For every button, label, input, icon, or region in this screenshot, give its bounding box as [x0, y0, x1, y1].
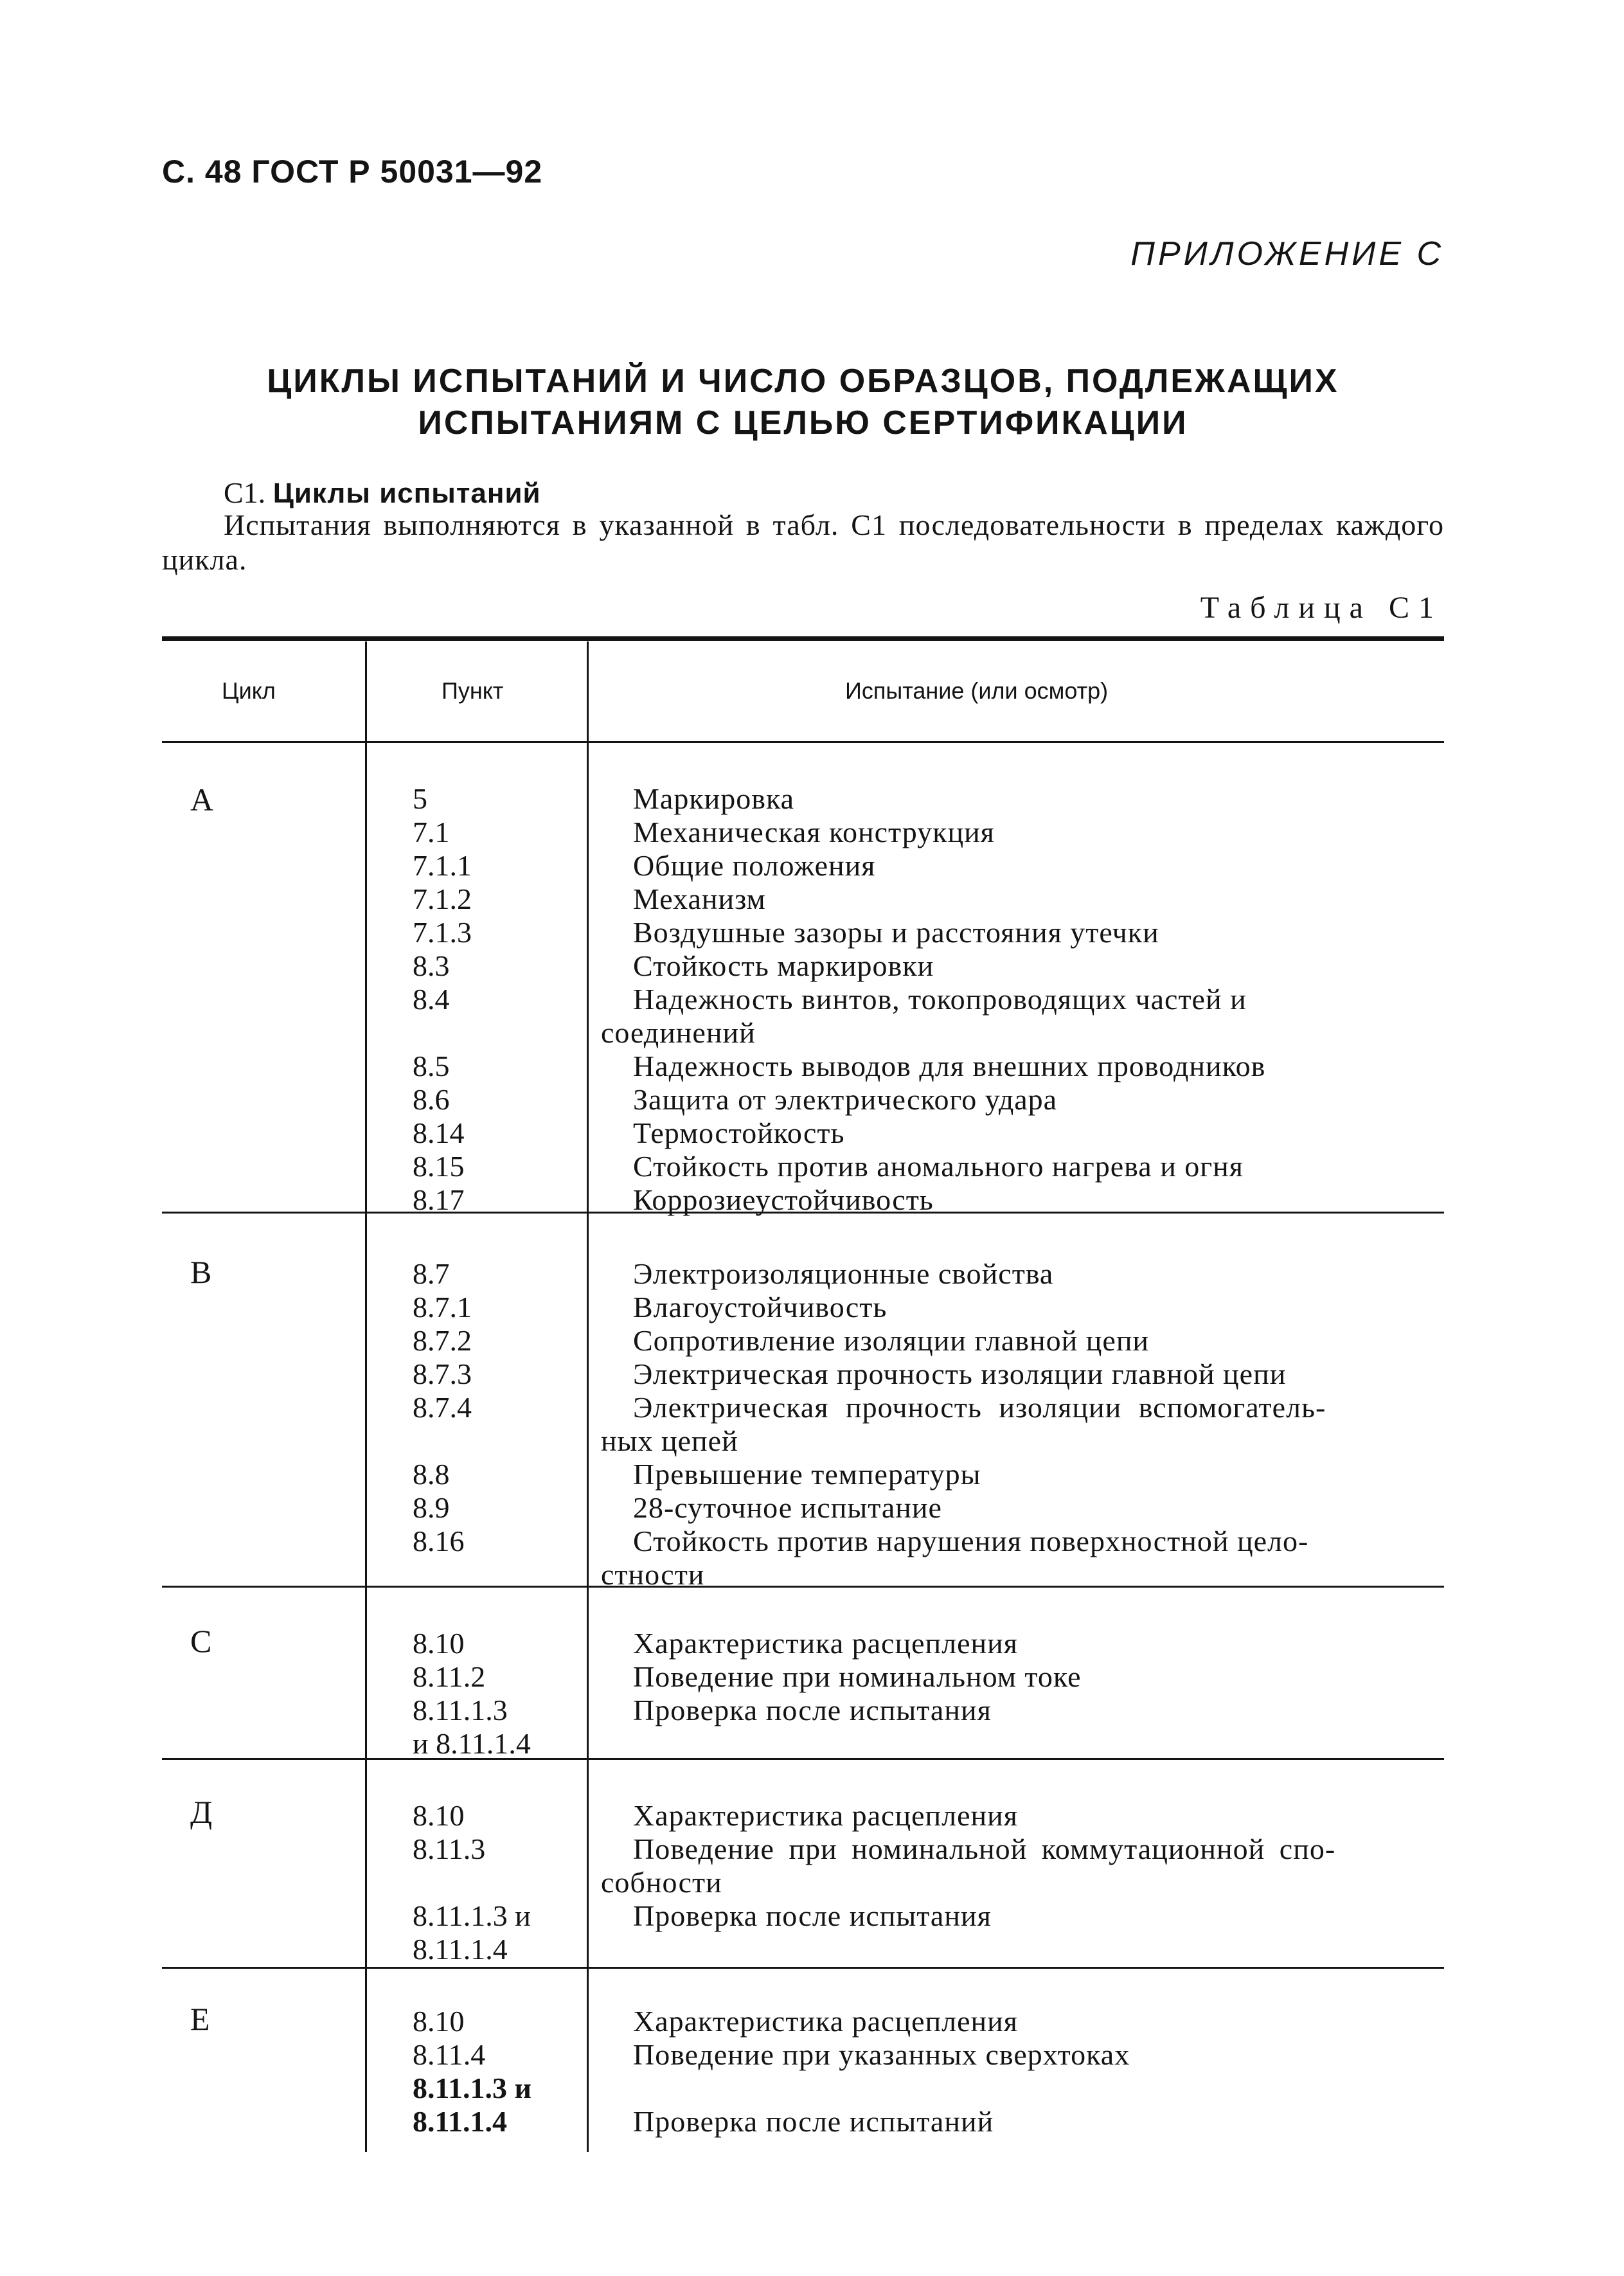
test-cell: Маркировка [633, 782, 795, 815]
clause-cell: 8.5 [413, 1050, 450, 1082]
document-title-line-2: ИСПЫТАНИЯМ С ЦЕЛЬЮ СЕРТИФИКАЦИИ [418, 404, 1188, 442]
clause-cell: 8.7 [413, 1257, 450, 1290]
cycle-label: Д [190, 1794, 213, 1830]
test-cell-continuation: собности [601, 1866, 722, 1899]
test-cell: Стойкость маркировки [633, 949, 934, 982]
test-cell: Стойкость против аномального нагрева и огня [633, 1150, 1244, 1183]
clause-cell: 5 [413, 782, 427, 815]
clause-cell: 8.7.3 [413, 1358, 472, 1390]
test-cell: Воздушные зазоры и расстояния утечки [633, 916, 1159, 949]
test-cell: Надежность винтов, токопроводящих частей и [633, 983, 1247, 1016]
test-cell: Проверка после испытания [633, 1694, 992, 1726]
cycle-label: В [190, 1254, 212, 1290]
test-cell-continuation: ных цепей [601, 1424, 738, 1457]
table-divider-2 [587, 641, 589, 2152]
clause-cell: 8.10 [413, 1627, 465, 1660]
test-cell-continuation: стности [601, 1558, 705, 1591]
clause-cell: 8.11.4 [413, 2038, 486, 2071]
clause-cell: 7.1.2 [413, 883, 472, 915]
test-cell: Поведение при номинальной коммутационной спо- [633, 1832, 1336, 1865]
test-cell: Электрическая прочность изоляции вспомогатель- [633, 1391, 1326, 1424]
test-cell: Надежность выводов для внешних проводников [633, 1050, 1266, 1082]
page-header: С. 48 ГОСТ Р 50031—92 [162, 154, 543, 190]
appendix-label: ПРИЛОЖЕНИЕ С [1130, 235, 1444, 273]
test-cell: Сопротивление изоляции главной цепи [633, 1324, 1150, 1357]
test-cell: Электроизоляционные свойства [633, 1257, 1054, 1290]
table-top-rule [162, 636, 1444, 641]
clause-cell: 7.1.1 [413, 849, 472, 882]
clause-cell: 8.11.2 [413, 1660, 486, 1693]
test-cell: Характеристика расцепления [633, 1799, 1018, 1832]
test-cell: Общие положения [633, 849, 876, 882]
table-header-rule [162, 741, 1444, 743]
test-cell: Коррозиеустойчивость [633, 1183, 934, 1216]
clause-cell: 8.11.3 [413, 1832, 486, 1865]
table-label: Таблица С1 [1200, 591, 1443, 625]
test-cell: Проверка после испытаний [633, 2105, 994, 2138]
group-divider [162, 1967, 1444, 1969]
clause-cell: 8.15 [413, 1150, 465, 1183]
test-cell: 28-суточное испытание [633, 1491, 942, 1524]
clause-cell: 8.16 [413, 1525, 465, 1557]
test-cell: Механизм [633, 883, 766, 915]
clause-cell: 8.11.1.3 и [413, 2072, 531, 2104]
test-cell: Защита от электрического удара [633, 1083, 1058, 1116]
clause-cell: 8.11.1.4 [413, 2105, 507, 2138]
group-divider [162, 1586, 1444, 1588]
test-cell: Поведение при указанных сверхтоках [633, 2038, 1130, 2071]
header-cycle: Цикл [222, 677, 276, 704]
clause-cell: 8.7.2 [413, 1324, 472, 1357]
header-clause: Пункт [442, 677, 504, 704]
test-cell-continuation: соединений [601, 1016, 756, 1049]
document-title-line-1: ЦИКЛЫ ИСПЫТАНИЙ И ЧИСЛО ОБРАЗЦОВ, ПОДЛЕЖАЩИХ [267, 363, 1339, 400]
section-text: Испытания выполняются в указанной в табл. С1 последовательности в пределах каждого цикла. [162, 508, 1444, 576]
test-cell: Механическая конструкция [633, 816, 995, 848]
cycle-label: Е [190, 2001, 210, 2037]
test-cell: Стойкость против нарушения поверхностной цело- [633, 1525, 1309, 1557]
clause-cell: 8.7.4 [413, 1391, 472, 1424]
test-cell: Влагоустойчивость [633, 1291, 888, 1323]
clause-cell: 8.9 [413, 1491, 450, 1524]
clause-cell: 8.4 [413, 983, 450, 1016]
test-cell: Термостойкость [633, 1116, 845, 1149]
test-cell: Характеристика расцепления [633, 2005, 1018, 2038]
section-heading [224, 476, 541, 510]
clause-cell: 8.3 [413, 949, 450, 982]
test-cell: Превышение температуры [633, 1458, 981, 1491]
clause-cell: 8.10 [413, 2005, 465, 2038]
test-cell: Электрическая прочность изоляции главной цепи [633, 1358, 1287, 1390]
section-title: Циклы испытаний [272, 478, 541, 509]
test-cell: Поведение при номинальном токе [633, 1660, 1082, 1693]
test-cell: Характеристика расцепления [633, 1627, 1018, 1660]
section-number: С1. [224, 476, 266, 509]
clause-cell: 8.17 [413, 1183, 465, 1216]
test-cell: Проверка после испытания [633, 1899, 992, 1932]
clause-cell: 7.1.3 [413, 916, 472, 949]
clause-cell: 8.11.1.3 [413, 1694, 508, 1726]
table-divider-1 [365, 641, 367, 2152]
clause-cell: 7.1 [413, 816, 450, 848]
header-test: Испытание (или осмотр) [845, 677, 1109, 704]
cycle-label: А [190, 782, 214, 818]
clause-cell: 8.11.1.3 и [413, 1899, 531, 1932]
group-divider [162, 1758, 1444, 1760]
clause-cell: 8.6 [413, 1083, 450, 1116]
clause-cell: 8.8 [413, 1458, 450, 1491]
clause-cell: 8.10 [413, 1799, 465, 1832]
clause-cell: и 8.11.1.4 [413, 1727, 531, 1760]
clause-cell: 8.7.1 [413, 1291, 472, 1323]
clause-cell: 8.11.1.4 [413, 1933, 508, 1966]
cycle-label: С [190, 1623, 212, 1659]
clause-cell: 8.14 [413, 1116, 465, 1149]
